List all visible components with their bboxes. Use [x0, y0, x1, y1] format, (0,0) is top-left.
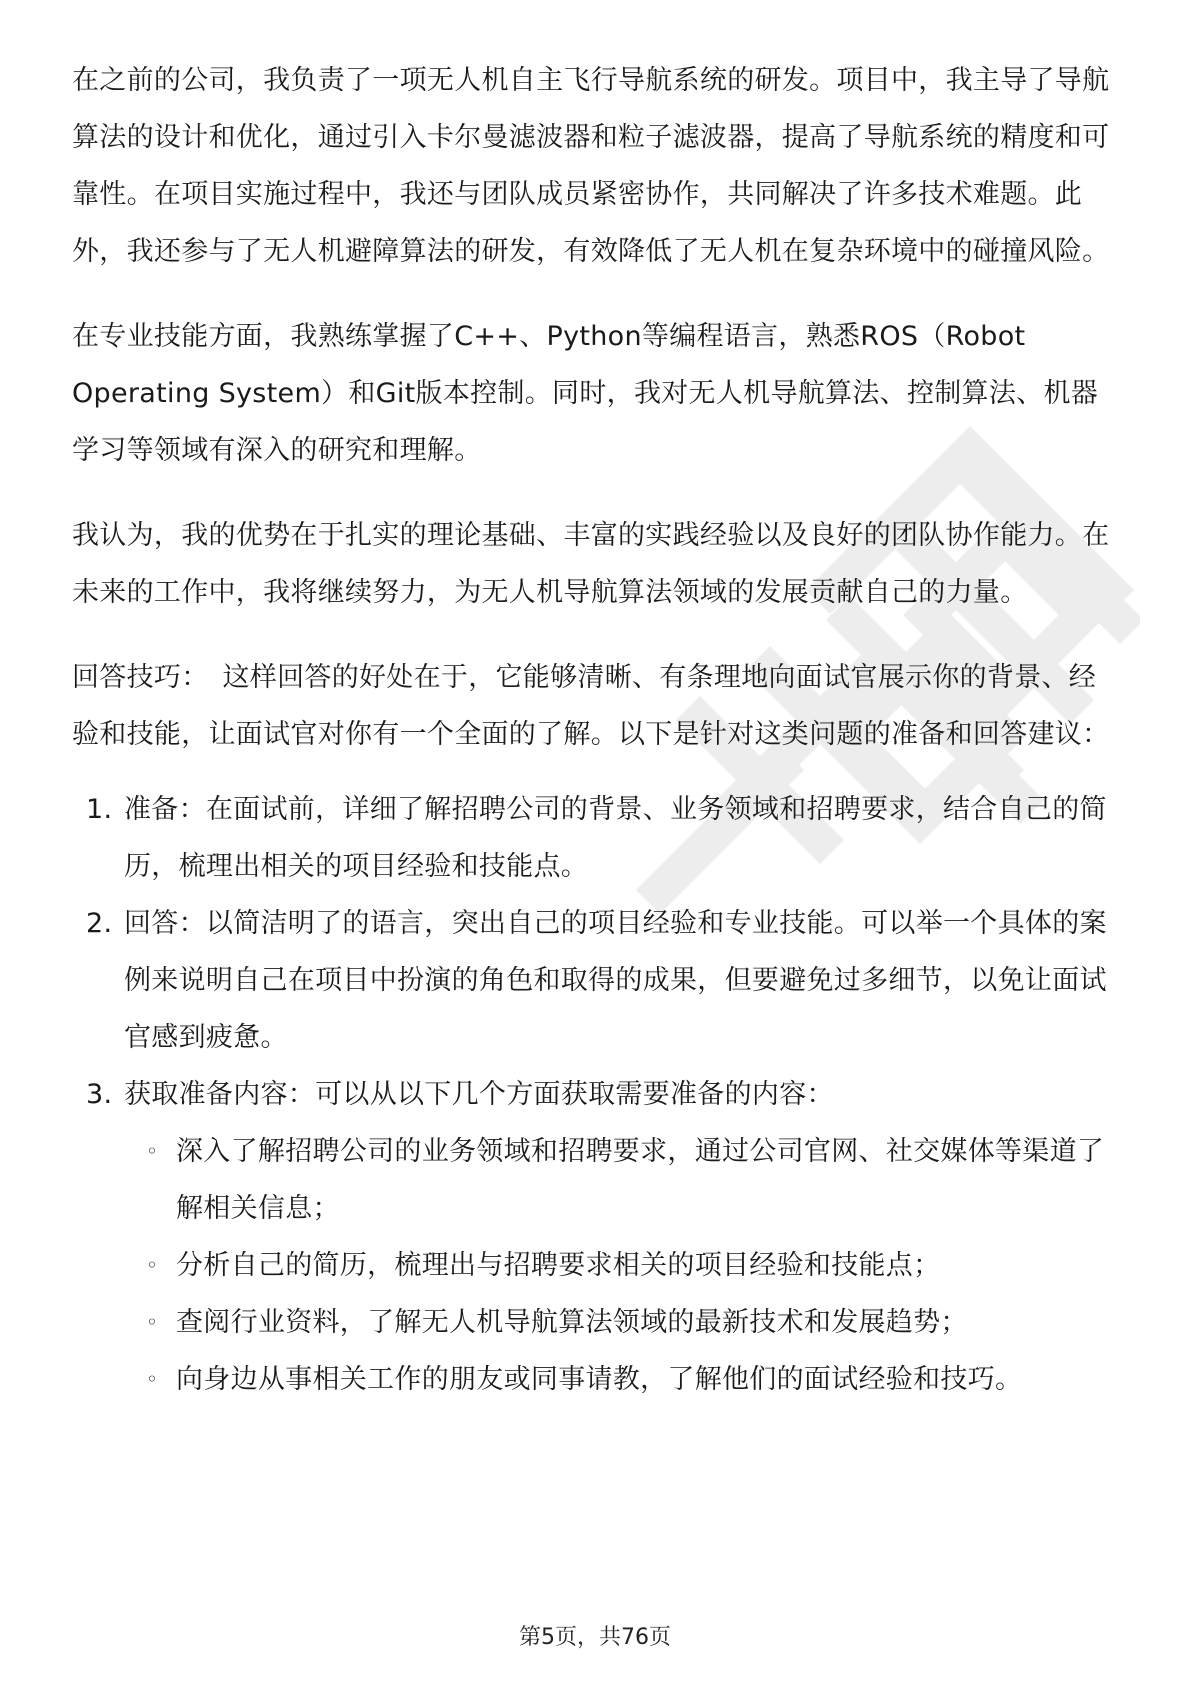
list-item-answer [72, 895, 1122, 1066]
sub-list-item-text: 查阅行业资料，了解无人机导航算法领域的最新技术和发展趋势； [176, 1307, 968, 1338]
bullet-icon: ◦ [146, 1139, 159, 1163]
bullet-icon: ◦ [146, 1367, 159, 1391]
tips-text: 这样回答的好处在于，它能够清晰、有条理地向面试官展示你的背景、经验和技能，让面试官对你有一个全面的了解。以下是针对这类问题的准备和回答建议： [72, 662, 1110, 750]
list-item-gather-content [72, 1066, 1122, 1408]
list-item-text: 回答：以简洁明了的语言，突出自己的项目经验和专业技能。可以举一个具体的案例来说明自己在项目中扮演的角色和取得的成果，但要避免过多细节，以免让面试官感到疲惫。 [124, 908, 1107, 1053]
list-item-text: 准备：在面试前，详细了解招聘公司的背景、业务领域和招聘要求，结合自己的简历，梳理出相关的项目经验和技能点。 [124, 794, 1107, 882]
list-number: 2. [86, 908, 113, 939]
sub-list-item [124, 1294, 1122, 1351]
document-body [72, 52, 1122, 1408]
sub-list-item-text: 分析自己的简历，梳理出与招聘要求相关的项目经验和技能点； [176, 1250, 941, 1281]
paragraph-skills: 在专业技能方面，我熟练掌握了C++、Python等编程语言，熟悉ROS（Robot Operating System）和Git版本控制。同时，我对无人机导航算法、控制算法、机器学习等领域有深入的研究和理解。 [72, 321, 1099, 466]
list-item-text: 获取准备内容：可以从以下几个方面获取需要准备的内容： [124, 1079, 834, 1110]
list-number: 1. [86, 794, 113, 825]
paragraph-strengths: 我认为，我的优势在于扎实的理论基础、丰富的实践经验以及良好的团队协作能力。在未来的工作中，我将继续努力，为无人机导航算法领域的发展贡献自己的力量。 [72, 520, 1110, 608]
sub-list [124, 1123, 1122, 1408]
sub-list-item-text: 向身边从事相关工作的朋友或同事请教，了解他们的面试经验和技巧。 [176, 1364, 1023, 1395]
bullet-icon: ◦ [146, 1310, 159, 1334]
sub-list-item [124, 1237, 1122, 1294]
sub-list-item [124, 1123, 1122, 1237]
list-number: 3. [86, 1079, 113, 1110]
sub-list-item [124, 1351, 1122, 1408]
paragraph-answer-tips [72, 649, 1122, 763]
paragraph-project-experience: 在之前的公司，我负责了一项无人机自主飞行导航系统的研发。项目中，我主导了导航算法的设计和优化，通过引入卡尔曼滤波器和粒子滤波器，提高了导航系统的精度和可靠性。在项目实施过程中，我还与团队成员紧密协作，共同解决了许多技术难题。此外，我还参与了无人机避障算法的研发，有效降低了无人机在复杂环境中的碰撞风险。 [72, 65, 1110, 267]
bullet-icon: ◦ [146, 1253, 159, 1277]
steps-list [72, 781, 1122, 1408]
list-item-prepare [72, 781, 1122, 895]
tips-label: 回答技巧： [72, 662, 209, 693]
sub-list-item-text: 深入了解招聘公司的业务领域和招聘要求，通过公司官网、社交媒体等渠道了解相关信息； [176, 1136, 1105, 1224]
page-number-footer: 第5页，共76页 [519, 1625, 671, 1650]
